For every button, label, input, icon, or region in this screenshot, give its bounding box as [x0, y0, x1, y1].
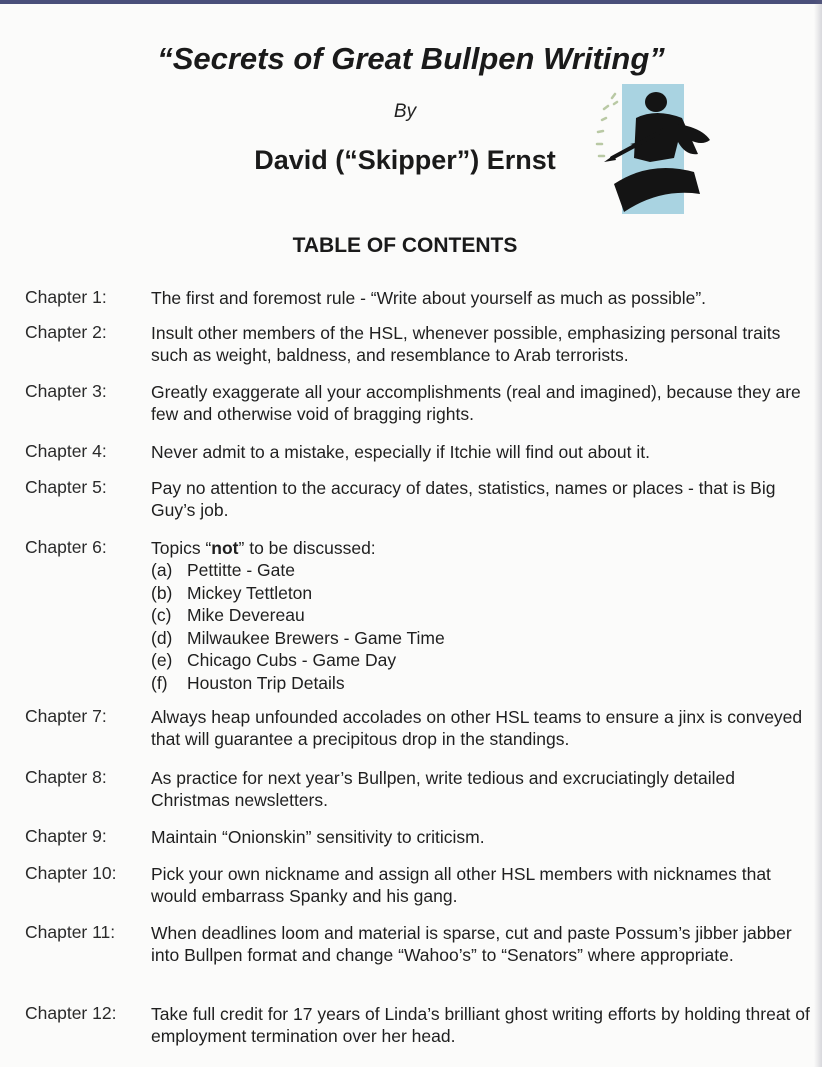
chapter-label: Chapter 10:: [25, 863, 117, 883]
topic-item: (e) Chicago Cubs - Game Day: [151, 650, 397, 670]
chapter-label: Chapter 4:: [25, 441, 107, 461]
chapter-text: As practice for next year’s Bullpen, write tedious and excruciatingly detailed Christmas newsletters.: [151, 768, 735, 810]
chapter-text: Maintain “Onionskin” sensitivity to criticism.: [151, 827, 485, 847]
page-right-shadow: [814, 0, 822, 1067]
topic-item: (d) Milwaukee Brewers - Game Time: [151, 627, 445, 648]
topic-item: (f) Houston Trip Details: [151, 672, 345, 693]
table-of-contents-heading: TABLE OF CONTENTS: [292, 234, 518, 257]
emphasis-not: not: [211, 538, 239, 558]
topic-item: (b) Mickey Tettleton: [151, 582, 313, 603]
chapter-text: [151, 537, 811, 694]
chapter-label: Chapter 6:: [25, 537, 107, 557]
chapter-label: Chapter 2:: [25, 322, 107, 342]
chapter-text: Pick your own nickname and assign all other HSL members with nicknames that would embarrass Spanky and his gang.: [151, 864, 771, 906]
chapter-label: Chapter 11:: [25, 922, 116, 942]
chapter-label: Chapter 9:: [25, 826, 107, 846]
chapter-text: Insult other members of the HSL, whenever possible, emphasizing personal traits such as weight, baldness, and resemblance to Arab terrorists.: [151, 323, 781, 365]
byline-by: By: [393, 101, 417, 122]
topics-intro: Topics “not” to be discussed:: [151, 538, 376, 558]
writer-with-pen-icon: [590, 84, 710, 216]
chapter-text: The first and foremost rule - “Write about yourself as much as possible”.: [151, 288, 707, 308]
document-title: “Secrets of Great Bullpen Writing”: [157, 41, 665, 76]
chapter-text: Always heap unfounded accolades on other HSL teams to ensure a jinx is conveyed that will guarantee a precipitous drop in the standings.: [151, 707, 803, 749]
chapter-label: Chapter 8:: [25, 767, 107, 787]
chapter-text: Pay no attention to the accuracy of dates, statistics, names or places - that is Big Guy’s job.: [151, 478, 776, 520]
chapter-label: Chapter 3:: [25, 381, 107, 401]
chapter-label: Chapter 1:: [25, 287, 107, 307]
chapter-text: When deadlines loom and material is sparse, cut and paste Possum’s jibber jabber into Bullpen format and change “Wahoo’s” to “Senators” where appropriate.: [151, 923, 792, 965]
page-top-edge: [0, 0, 822, 4]
chapter-text: Take full credit for 17 years of Linda’s brilliant ghost writing efforts by holding threat of employment termination over her head.: [151, 1004, 810, 1046]
topics-list: [151, 559, 811, 694]
chapter-text: Never admit to a mistake, especially if Itchie will find out about it.: [151, 442, 650, 462]
chapter-text: Greatly exaggerate all your accomplishments (real and imagined), because they are few and otherwise void of bragging rights.: [151, 382, 801, 424]
author-name: David (“Skipper”) Ernst: [254, 145, 556, 175]
chapter-label: Chapter 12:: [25, 1003, 117, 1023]
chapter-label: Chapter 5:: [25, 477, 107, 497]
topic-item: (c) Mike Devereau: [151, 605, 305, 625]
chapter-label: Chapter 7:: [25, 706, 107, 726]
topic-item: (a) Pettitte - Gate: [151, 560, 295, 580]
